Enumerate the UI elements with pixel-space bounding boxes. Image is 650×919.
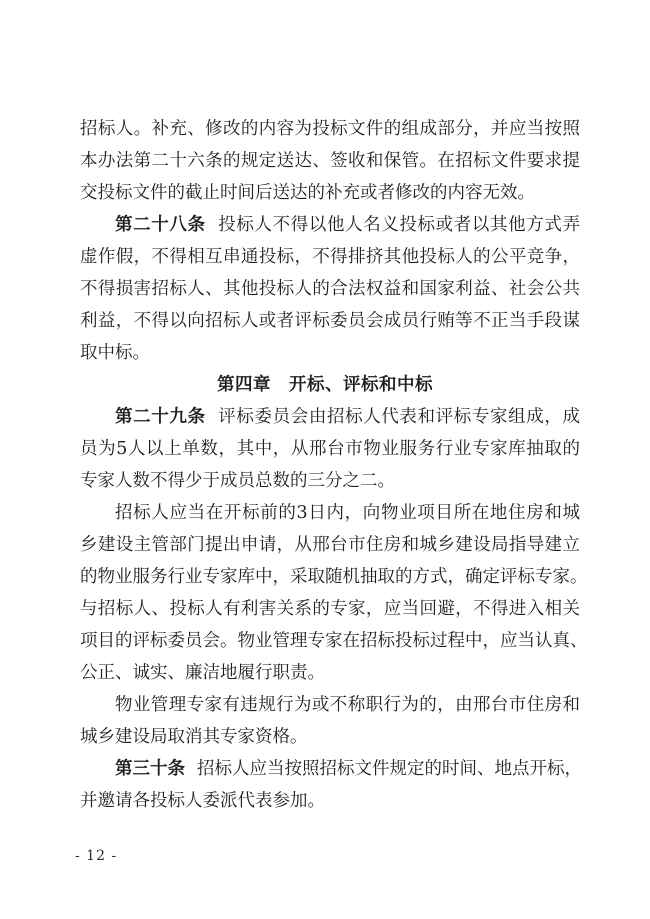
text-line: 的物业服务行业专家库中，采取随机抽取的方式，确定评标专家。 — [80, 567, 588, 587]
text-line: 不得损害招标人、其他投标人的合法权益和国家利益、社会公共 — [80, 279, 580, 299]
text-line: 虚作假，不得相互串通投标，不得排挤其他投标人的公平竞争， — [80, 247, 580, 267]
article-30-first-line — [115, 757, 580, 781]
chapter-number: 第四章 — [217, 375, 271, 395]
text-line: 专家人数不得少于成员总数的三分之二。 — [80, 471, 395, 491]
article-29-heading: 第二十九条 — [115, 407, 206, 427]
text-line: 公正、诚实、廉洁地履行职责。 — [80, 663, 325, 683]
article-30-heading: 第三十条 — [115, 759, 185, 779]
text-line: 项目的评标委员会。物业管理专家在招标投标过程中，应当认真、 — [80, 631, 588, 651]
text-line: 乡建设主管部门提出申请，从邢台市住房和城乡建设局指导建立 — [80, 535, 580, 555]
chapter-heading — [0, 373, 650, 397]
text-line: 并邀请各投标人委派代表参加。 — [80, 791, 325, 811]
text-line: 利益，不得以向招标人或者评标委员会成员行贿等不正当手段谋 — [80, 311, 580, 331]
article-29-first-line — [115, 405, 580, 429]
text-line: 本办法第二十六条的规定送达、签收和保管。在招标文件要求提 — [80, 151, 580, 171]
text-line: 交投标文件的截止时间后送达的补充或者修改的内容无效。 — [80, 183, 535, 203]
article-30-text: 招标人应当按照招标文件规定的时间、地点开标， — [197, 759, 582, 779]
article-28-heading: 第二十八条 — [115, 215, 206, 235]
article-28-first-line — [115, 213, 580, 237]
text-line: 招标人。补充、修改的内容为投标文件的组成部分，并应当按照 — [80, 119, 580, 139]
text-line: 取中标。 — [80, 343, 150, 363]
article-28-text: 投标人不得以他人名义投标或者以其他方式弄 — [217, 215, 581, 235]
text-line: 城乡建设局取消其专家资格。 — [80, 727, 308, 747]
text-line: 物业管理专家有违规行为或不称职行为的，由邢台市住房和 — [115, 695, 580, 715]
text-line: 与招标人、投标人有利害关系的专家，应当回避，不得进入相关 — [80, 599, 580, 619]
page-number: - 12 - — [75, 848, 118, 864]
chapter-title: 开标、评标和中标 — [289, 375, 433, 395]
article-29-text: 评标委员会由招标人代表和评标专家组成，成 — [217, 407, 581, 427]
text-line: 员为5人以上单数，其中，从邢台市物业服务行业专家库抽取的 — [80, 439, 580, 459]
text-line: 招标人应当在开标前的3日内，向物业项目所在地住房和城 — [115, 503, 580, 523]
